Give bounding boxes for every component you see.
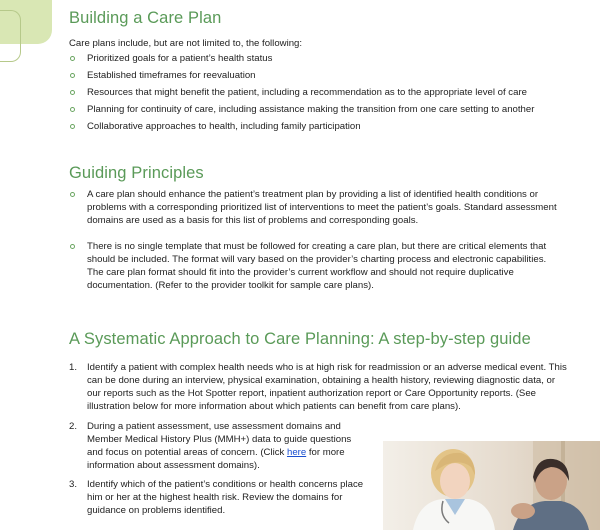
step-text: Identify which of the patient’s conditions or health concerns place him or her at the highest health risk. Review the domains for guidance on problems identified. [87,479,364,516]
care-plan-list [69,52,559,133]
steps-list [69,361,569,413]
step-text-after: for more information about assessment domains). [87,447,345,471]
photo-illustration [383,441,600,530]
list-item: Resources that might benefit the patient, including a recommendation as to the appropriate level of care [69,86,559,99]
step-number: 3. [69,479,78,490]
corner-decoration-line [0,10,21,62]
list-item: Prioritized goals for a patient’s health status [69,52,559,65]
step-number: 2. [69,421,78,432]
guiding-principles-list [69,188,559,292]
step-number: 1. [69,362,78,373]
heading-systematic-approach: A Systematic Approach to Care Planning: A step-by-step guide [69,330,531,348]
step-item [69,420,364,472]
here-link[interactable]: here [286,447,307,458]
care-plan-intro: Care plans include, but are not limited to, the following: [69,38,303,49]
doctor-patient-photo [383,441,600,530]
list-item: Established timeframes for reevaluation [69,69,559,82]
heading-guiding-principles: Guiding Principles [69,164,204,182]
list-item: A care plan should enhance the patient’s treatment plan by providing a list of identified health conditions or problems with a corresponding prioritized list of interventions to meet the patient’s goals. Standard assessment domains are used as a basis for this list of problems and corresponding goals. [69,188,559,227]
steps-list-continued [69,420,364,517]
step-text: Identify a patient with complex health needs who is at high risk for readmission or an adverse medical event. This can be done during an interview, physical examination, obtaining a health history, reviewing diagnostic data, or our reports such as the Hot Spotter report, inpatient authorization report or Care Opportunity reports. (See illustration below for more information about which patients can benefit from care plans). [87,362,567,412]
list-item: Planning for continuity of care, including assistance making the transition from one care setting to another [69,103,559,116]
list-item: There is no single template that must be followed for creating a care plan, but there are critical elements that should be included. The format will vary based on the provider’s charting process and electronic capabilities. The care plan format should fit into the provider’s current workflow and should not require duplicative documentation. (Refer to the provider toolkit for sample care plans). [69,240,559,292]
step-item [69,361,569,413]
step-item [69,478,364,517]
list-item: Collaborative approaches to health, including family participation [69,120,559,133]
heading-building-care-plan: Building a Care Plan [69,9,222,27]
step-text: During a patient assessment, use assessment domains and Member Medical History Plus (MMH+) data to guide questions and focus on potential areas of concern. (Click [87,421,352,458]
